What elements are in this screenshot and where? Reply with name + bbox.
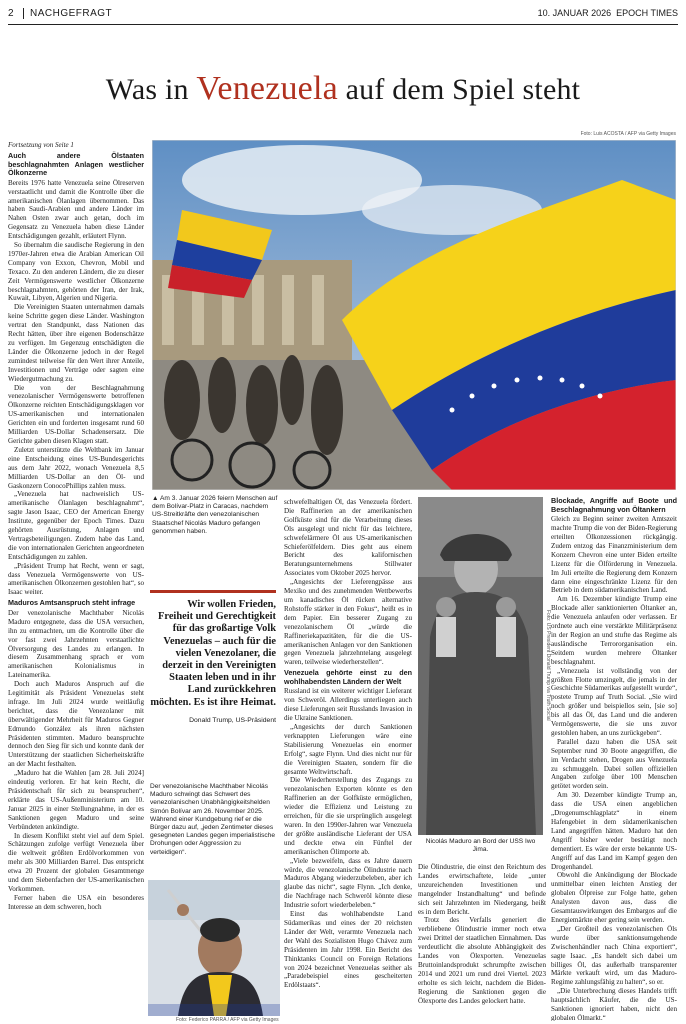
article-column-3 (284, 498, 412, 1021)
ship-photo-credit: Foto: US President Donald Trump via Truth Social (545, 610, 551, 721)
paragraph: „Venezuela hat nachweislich US-amerikanische Ölanlagen beschlagnahmt“, sagte Jason Isaac, CEO der American Energy Institute, gegenüber der Epoch Times. Dazu gehörten Ausrüstung, Anlagen und Vertragsbeteiligungen. Zudem habe das Land, die von internationalen Gerichten angeordneten Entschädigungen zu zahlen. (8, 490, 144, 561)
paragraph: Die von der Beschlagnahmung venezolanischer Vermögenswerte betroffenen Ölkonzerne reichten Entschädigungsklagen vor US-amerikanischen und internationalen Gerichten ein und forderten insgesamt rund 60 Milliarden US-Dollar Schadensersatz. Die Gerichte gaben diesen Klagen statt. (8, 383, 144, 445)
paragraph: Doch auch Maduros Anspruch auf die Legitimität als Präsident Venezuelas steht infrage. Im Juli 2024 wurde weitläufig berichtet, dass die Venezolaner mit überwältigender Mehrheit für Maduros Gegner Edmundo González als ihren nächsten Präsidenten stimmten. Maduro beanspruchte dennoch den Sieg für sich und konnte dank der Unterstützung der staatlichen Sicherheitskräfte an der Macht festhalten. (8, 680, 144, 769)
paragraph: So übernahm die saudische Regierung in den 1970er-Jahren etwa die Arabian American Oil Company von Exxon, Chevron, Mobil und Texaco. Zu den anderen Ländern, die zu dieser Zeit Vermögenswerte westlicher Ölkonzerne beschlagnahmten, gehörten der Iran, der Irak, Kuwait, Libyen, Algerien und Nigeria. (8, 241, 144, 303)
paragraph: Gleich zu Beginn seiner zweiten Amtszeit machte Trump die von der Biden-Regierung erteilten Ölkonzessionen rückgängig. Zudem entzog das Finanzministerium dem Konzern Chevron eine unter Biden erteilte Lizenz für die Ölförderung in Venezuela. Im Juli erteilte die Regierung dem Konzern dann eine eingeschränkte Lizenz für den Betrieb in dem südamerikanischen Land. (551, 515, 677, 595)
section-name: NACHGEFRAGT (30, 8, 113, 19)
article-column-4 (418, 863, 546, 1021)
main-photo (152, 140, 676, 490)
paragraph: Der venezolanische Machthaber Nicolás Maduro entgegnete, dass die USA versuchen, ihn zu entmachten, um die Kontrolle über die vor fast zwei Jahrzehnten verstaatlichte Ölversorgung des Landes zu erlangen. In diesem Zusammenhang sprach er vom amerikanischen Kolonialismus in Lateinamerika. (8, 608, 144, 680)
paragraph: Bereits 1976 hatte Venezuela seine Ölreserven verstaatlicht und damit die Kontrolle über die amerikanischen Ölanlagen übernommen. Das haben Saudi-Arabien und andere Länder im Nahen Osten zwar auch getan, doch im Gegensatz zu Venezuela haben diese Länder Entschädigungen gezahlt, erläutert Flynn. (8, 178, 144, 241)
maduro-photo (148, 880, 280, 1016)
paragraph: Am 30. Dezember kündigte Trump an, dass die USA einen angeblichen „Drogenumschlagplatz“ in einem Hafengebiet in dem südamerikanischen Land angegriffen hätten. Maduro hat den Angriff bisher weder bestätigt noch dementiert. Es wäre der erste bekannte US-Angriff auf das Land im Kampf gegen den Drogenhandel. (551, 791, 677, 871)
article-column-1 (8, 141, 144, 1021)
paragraph: „Venezuela ist vollständig von der größten Flotte umzingelt, die jemals in der Geschichte Südamerikas aufgestellt wurde“, postete Trump auf Truth Social. „Sie wird noch größer und beispiellos sein, [sie so] bis all das Öl, das Land und die anderen Vermögenswerte, die sie uns zuvor gestohlen haben, an uns zurückgeben“. (551, 666, 677, 737)
paragraph: „Angesichts der durch Sanktionen verknappten Lieferungen wäre eine Stabilisierung Venezuelas ein enormer Erfolg“, sagte Flynn. Und dies nicht nur für die Vereinigten Staaten, sondern für die gesamte Weltwirtschaft. (284, 723, 412, 776)
subheading: Maduros Amtsanspruch steht infrage (8, 598, 136, 608)
paragraph: Am 16. Dezember kündigte Trump eine Blockade aller sanktionierten Öltanker an, die Venezuela anlaufen oder verlassen. Er ordnete auch eine verstärkte Militärpräsenz in der Region an und stufte das Regime als ausländische Terrororganisation ein. Seitdem wurden mehrere Öltanker beschlagnahmt. (551, 595, 677, 666)
paragraph: In diesem Konflikt steht viel auf dem Spiel. Schätzungen zufolge verfügt Venezuela über die weltweit größten Erdölvorkommen von mehr als 300 Milliarden Barrel. Das entspricht etwa 20 Prozent der globalen Gesamtmenge und dem Siebenfachen der US-amerikanischen Vorkommen. (8, 831, 144, 893)
maduro-onboard-image (418, 497, 543, 835)
quote-author: Donald Trump, US-Präsident (189, 716, 276, 724)
main-photo-caption: ▲ Am 3. Januar 2026 feiern Menschen auf dem Bolívar-Platz in Caracas, nachdem US-Streitkräfte den venezolanischen Staatschef Nicolás Maduro gefangen genommen haben. (152, 495, 278, 535)
issue-date: 10. JANUAR 2026 (537, 8, 612, 18)
pull-quote (150, 590, 276, 724)
header-date (538, 8, 678, 18)
main-photo-credit: Foto: Luis ACOSTA / AFP via Getty Images (580, 131, 676, 137)
paragraph: Trotz des Verfalls generiert die verbliebene Ölindustrie immer noch etwa zwei Drittel der staatlichen Einnahmen. Das verdeutlicht die absolute Abhängigkeit des Landes von Ölexporten. Venezuelas Bruttoinlandsprodukt schrumpfte zwischen 2014 und 2021 um rund drei Viertel. 2023 erholte es sich leicht, nachdem die Biden-Regierung die Sanktionen gegen die Ölexporte des Landes gelockert hatte. (418, 916, 546, 1005)
paragraph: „Maduro hat die Wahlen [am 28. Juli 2024] eindeutig verloren. Er hat kein Recht, die Präsidentschaft für sich zu beanspruchen“, erklärte das US-Außenministerium am 10. Januar 2025 in einer Stellungnahme, in der es Sanktionen gegen Maduro und seine Verbündeten ankündigte. (8, 769, 144, 831)
maduro-sword-image (148, 880, 280, 1016)
paragraph: Einst das wohlhabendste Land Südamerikas und eines der 20 reichsten Länder der Welt, verarmte Venezuela nach der Wahl des Sozialisten Hugo Chávez zum Präsidenten im Jahr 1998. Ein Bericht des Thinktanks Council on Foreign Relations von 2024 bezeichnet Venezuelas seither als „Paradebeispiel eines gescheiterten Erdölstaats“. (284, 910, 412, 990)
paragraph: Die Wiederherstellung des Zugangs zu venezolanischen Exporten könnte es den Raffinerien an der Golfküste ermöglichen, wieder die Effizienz und Leistung zu erreichen, für die sie ursprünglich ausgelegt waren. In den 1990er-Jahren war Venezuela der größte ausländische Lieferant der USA und deckte etwa ein Fünftel der amerikanischen Ölimporte ab. (284, 776, 412, 856)
maduro-photo-caption: Der venezolanische Machthaber Nicolás Maduro schwingt das Schwert des venezolanischen Unabhängigkeitshelden Simón Bolívar am 26. November 2025. Während einer Kundgebung rief er die Bürger dazu auf, „jeden Zentimeter dieses gesegneten Landes gegen imperialistische Drohungen oder Aggression zu verteidigen“. (150, 783, 276, 856)
page-title (0, 70, 686, 108)
page-number: 2 (8, 8, 14, 19)
paragraph: Zuletzt unterstützte die Weltbank im Januar eine Entscheidung eines US-Bundesgerichts aus dem Jahr 2022, wonach Venezuela 8,5 Milliarden US-Dollar an den Öl- und Gaskonzern ConocoPhillips zahlen muss. (8, 445, 144, 490)
quote-text: Wir wollen Frieden, Freiheit und Gerechtigkeit für das großartige Volk Venezuelas – auch für die vielen Venezolaner, die derzeit in den Vereinigten Staaten leben und in ihr Land zurückkehren möchten. Es ist ihre Heimat. (150, 599, 276, 708)
paragraph: schwefelhaltigen Öl, das Venezuela fördert. Die Raffinerien an der amerikanischen Golfküste sind für die Verarbeitung dieses Öls ausgelegt und nicht für das leichtere, schwefelärmere Öl aus US-amerikanischen Schieferölfeldern. Dies geht aus einem Bericht des kalifornischen Beratungsunternehmens Stillwater Associates vom Oktober 2025 hervor. (284, 498, 412, 578)
article-column-5 (551, 497, 677, 1021)
paragraph: „Angesichts der Lieferengpässe aus Mexiko und des zunehmenden Wettbewerbs um kanadisches Öl rücken alternative Rohstoffe stärker in den Fokus“, heißt es in dem Papier. Ein besserer Zugang zu venezolanischem Öl „würde die Raffineriekapazitäten, für die die US-amerikanischen Anlagen vor den Sanktionen gegen Venezuela jahrzehntelang ausgelegt waren, teilweise wiederherstellen“. (284, 578, 412, 667)
paragraph: „Präsident Trump hat Recht, wenn er sagt, dass Venezuela Vermögenswerte von US-amerikanischen Ölkonzernen gestohlen hat“, so Isaac weiter. (8, 561, 144, 597)
header-divider (23, 8, 24, 19)
subheading: Venezuela gehörte einst zu den wohlhabendsten Ländern der Welt (284, 668, 412, 686)
paragraph: Ferner haben die USA ein besonderes Interesse an dem schweren, hoch (8, 893, 144, 911)
paragraph: Parallel dazu haben die USA seit September rund 30 Boote angegriffen, die im Verdacht stehen, Drogen aus Venezuela zu schmuggeln. Dabei sollen offiziellen Angaben zufolge über 100 Menschen getötet worden sein. (551, 737, 677, 791)
paragraph: „Viele bezweifeln, dass es Jahre dauern würde, die venezolanische Ölindustrie nach Maduros Abgang wiederzubeleben, aber ich glaube das nicht“, sagte Flynn. „Ich denke, die Nachfrage nach Schweröl könnte diese Industrie sofort wiederbeleben.“ (284, 856, 412, 910)
title-post: auf dem Spiel steht (345, 73, 581, 106)
subheading: Auch andere Ölstaaten beschlagnahmten Anlagen westlicher Ölkonzerne (8, 150, 144, 178)
ship-photo-caption: Nicolás Maduro an Bord der USS Iwo Jima. (425, 838, 536, 854)
flag-celebration-image (152, 140, 676, 490)
paragraph: Russland ist ein weiterer wichtiger Lieferant von Schweröl. Allerdings unterliegen auch diese Lieferungen seit Russlands Invasion in die Ukraine Sanktionen. (284, 687, 412, 723)
maduro-photo-credit: Foto: Federico PARRA / AFP via Getty Images (176, 1017, 279, 1023)
title-pre: Was in (105, 73, 189, 106)
paper-name: EPOCH TIMES (616, 8, 678, 18)
subheading: Blockade, Angriffe auf Boote und Beschlagnahmung von Öltankern (551, 497, 677, 514)
ship-photo (418, 497, 543, 835)
paragraph: Obwohl die Ankündigung der Blockade unmittelbar einen leichten Anstieg der globalen Ölpreise zur Folge hatte, gehen Analysten davon aus, dass die Gesamtauswirkungen des Embargos auf die Energiemärkte eher gering sein werden. (551, 871, 677, 924)
paragraph: Die Vereinigten Staaten unternahmen damals keine Schritte gegen diese Länder. Washington vertrat den Standpunkt, dass Nationen das Recht hätten, über ihre eigenen Bodenschätze zu verfügen. Im Gegenzug entschädigten die Länder die Ölkonzerne jedoch in der Regel zumindest teilweise für den Wert ihrer Anteile, Investitionen und Verträge oder sagten eine Wiedergutmachung zu. (8, 303, 144, 383)
paragraph: „Der Großteil des venezolanischen Öls wurde über sanktionsumgehende Zwischenhändler nach China exportiert“, sagte Isaac. „Es handelt sich dabei um billiges Öl, das außerhalb transparenter Märkte verkauft wird, um das Maduro-Regime zahlungsfähig zu halten“, so er. (551, 924, 677, 987)
paragraph: „Die Unterbrechung dieses Handels trifft hauptsächlich Käufer, die die US-Sanktionen ignoriert haben, nicht den globalen Ölmarkt.“ (551, 987, 677, 1021)
page-header (8, 6, 678, 25)
paragraph: Die Ölindustrie, die einst den Reichtum des Landes erwirtschaftete, leide „unter unzureichenden Investitionen und mangelnder Instandhaltung“ und befinde sich seit Jahrzehnten im Niedergang, heißt es in dem Bericht. (418, 863, 546, 916)
title-accent: Venezuela (196, 70, 338, 107)
continuation-note: Fortsetzung von Seite 1 (8, 141, 74, 149)
